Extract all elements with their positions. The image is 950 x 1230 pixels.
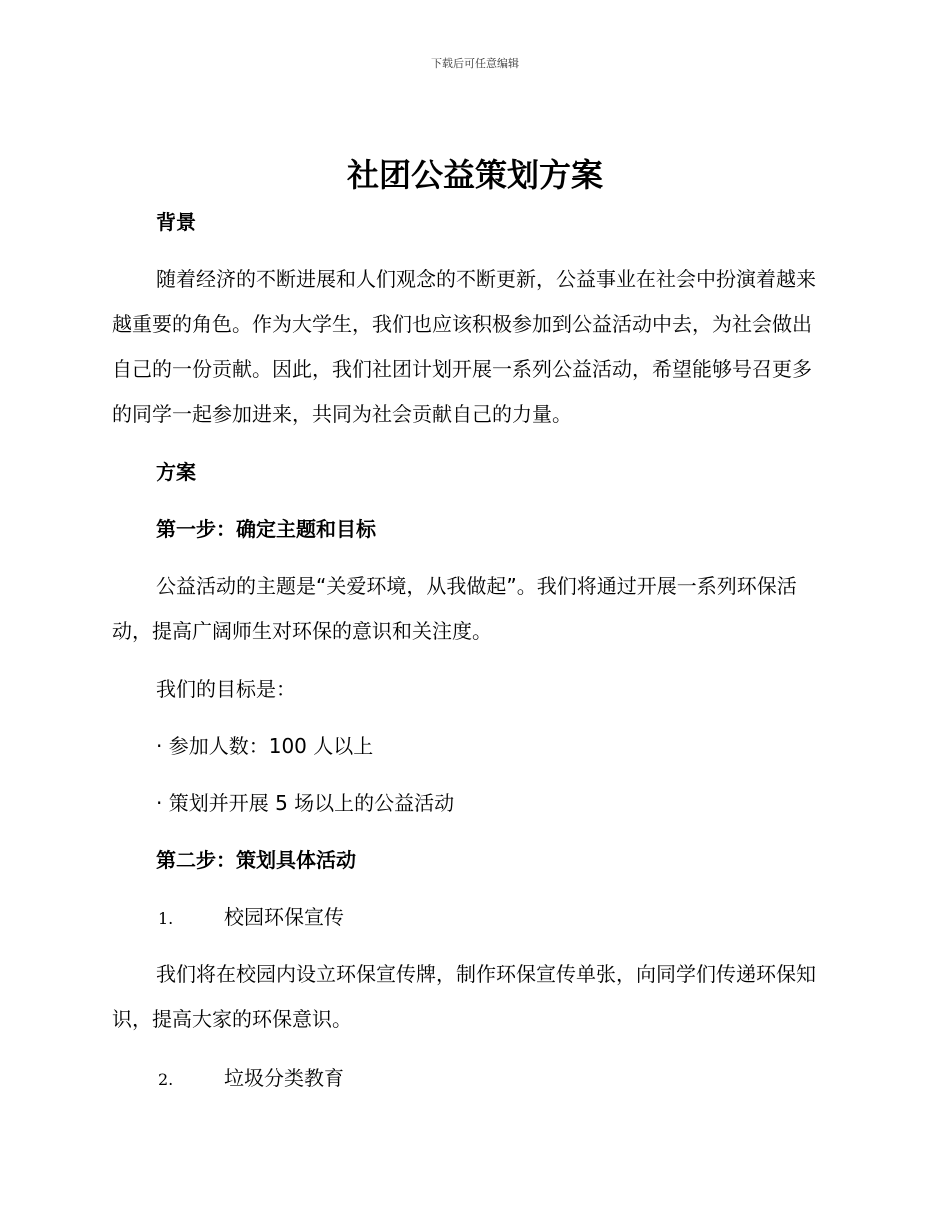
activity-title: 校园环保宣传 xyxy=(224,905,344,929)
activity-number: 2. xyxy=(158,1070,174,1089)
goal-item-participants: · 参加人数：100 人以上 xyxy=(156,734,374,758)
activity-item-2 xyxy=(112,1064,830,1094)
activity1-paragraph: 我们将在校园内设立环保宣传牌，制作环保宣传单张，向同学们传递环保知识，提高大家的环保意识。 xyxy=(112,962,816,1031)
step1-paragraph: 公益活动的主题是“关爱环境，从我做起”。我们将通过开展一系列环保活动，提高广阔师生对环保的意识和关注度。 xyxy=(112,574,797,643)
activity-number: 1. xyxy=(158,909,174,928)
background-paragraph: 随着经济的不断进展和人们观念的不断更新，公益事业在社会中扮演着越来越重要的角色。作为大学生，我们也应该积极参加到公益活动中去，为社会做出自己的一份贡献。因此，我们社团计划开展一系列公益活动，希望能够号召更多的同学一起参加进来，共同为社会贡献自己的力量。 xyxy=(112,267,816,426)
header-note: 下载后可任意编辑 xyxy=(431,57,519,70)
goal-item-activities: · 策划并开展 5 场以上的公益活动 xyxy=(156,791,455,815)
goals-intro: 我们的目标是： xyxy=(156,677,296,701)
step2-heading: 第二步：策划具体活动 xyxy=(156,848,356,872)
background-heading: 背景 xyxy=(156,210,196,234)
document-title: 社团公益策划方案 xyxy=(346,156,603,194)
activity-item-1 xyxy=(112,903,830,933)
activity-title: 垃圾分类教育 xyxy=(224,1066,344,1090)
step1-heading: 第一步：确定主题和目标 xyxy=(156,517,376,541)
plan-heading: 方案 xyxy=(156,460,196,484)
